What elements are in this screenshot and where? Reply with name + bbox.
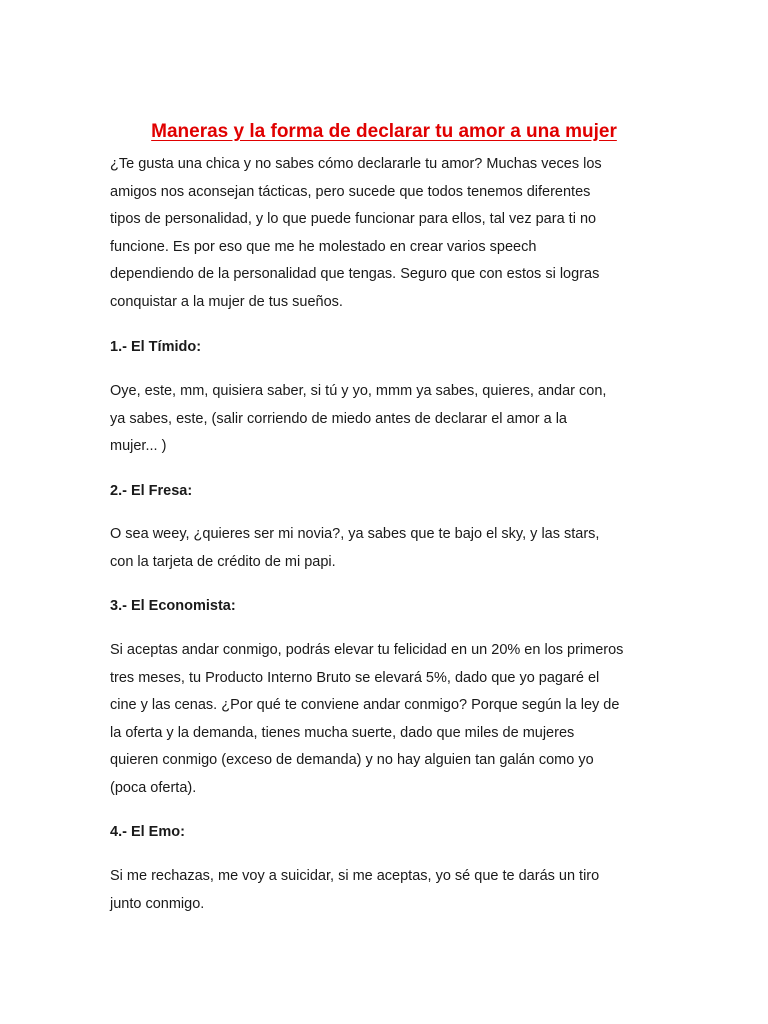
paragraph-line: Oye, este, mm, quisiera saber, si tú y yo, mmm ya sabes, quieres, andar con, bbox=[110, 383, 607, 399]
section-paragraph-fresa bbox=[110, 521, 670, 576]
paragraph-line: tres meses, tu Producto Interno Bruto se elevará 5%, dado que yo pagaré el bbox=[110, 669, 600, 686]
paragraph-line: Si aceptas andar conmigo, podrás elevar tu felicidad en un 20% en los primeros bbox=[110, 642, 624, 658]
intro-line: tipos de personalidad, y lo que puede funcionar para ellos, tal vez para ti no bbox=[110, 211, 597, 228]
paragraph-line: Si me rechazas, me voy a suicidar, si me aceptas, yo sé que te darás un tiro bbox=[110, 868, 600, 884]
intro-line: amigos nos aconsejan tácticas, pero sucede que todos tenemos diferentes bbox=[110, 183, 591, 200]
paragraph-line: junto conmigo. bbox=[110, 895, 205, 912]
intro-line: dependiendo de la personalidad que tengas. Seguro que con estos si logras bbox=[110, 266, 600, 283]
paragraph-line: ya sabes, este, (salir corriendo de miedo antes de declarar el amor a la bbox=[110, 410, 567, 427]
intro-paragraph bbox=[110, 151, 670, 317]
section-heading-timido: 1.- El Tímido: bbox=[110, 339, 202, 355]
document-title: Maneras y la forma de declarar tu amor a una mujer bbox=[151, 120, 617, 142]
intro-line: funcione. Es por eso que me he molestado en crear varios speech bbox=[110, 238, 537, 255]
paragraph-line: mujer... ) bbox=[110, 438, 167, 455]
paragraph-line: cine y las cenas. ¿Por qué te conviene andar conmigo? Porque según la ley de bbox=[110, 697, 620, 714]
paragraph-line: (poca oferta). bbox=[110, 779, 197, 796]
section-paragraph-timido bbox=[110, 378, 670, 461]
paragraph-line: O sea weey, ¿quieres ser mi novia?, ya sabes que te bajo el sky, y las stars, bbox=[110, 526, 600, 542]
section-paragraph-economista bbox=[110, 637, 670, 803]
section-heading-emo: 4.- El Emo: bbox=[110, 824, 185, 840]
paragraph-line: quieren conmigo (exceso de demanda) y no hay alguien tan galán como yo bbox=[110, 752, 594, 769]
paragraph-line: la oferta y la demanda, tienes mucha suerte, dado que miles de mujeres bbox=[110, 724, 575, 741]
section-paragraph-emo bbox=[110, 863, 670, 918]
intro-line: ¿Te gusta una chica y no sabes cómo declararle tu amor? Muchas veces los bbox=[110, 156, 602, 172]
intro-line: conquistar a la mujer de tus sueños. bbox=[110, 293, 343, 310]
section-heading-fresa: 2.- El Fresa: bbox=[110, 483, 193, 499]
paragraph-line: con la tarjeta de crédito de mi papi. bbox=[110, 553, 336, 570]
section-heading-economista: 3.- El Economista: bbox=[110, 598, 236, 614]
